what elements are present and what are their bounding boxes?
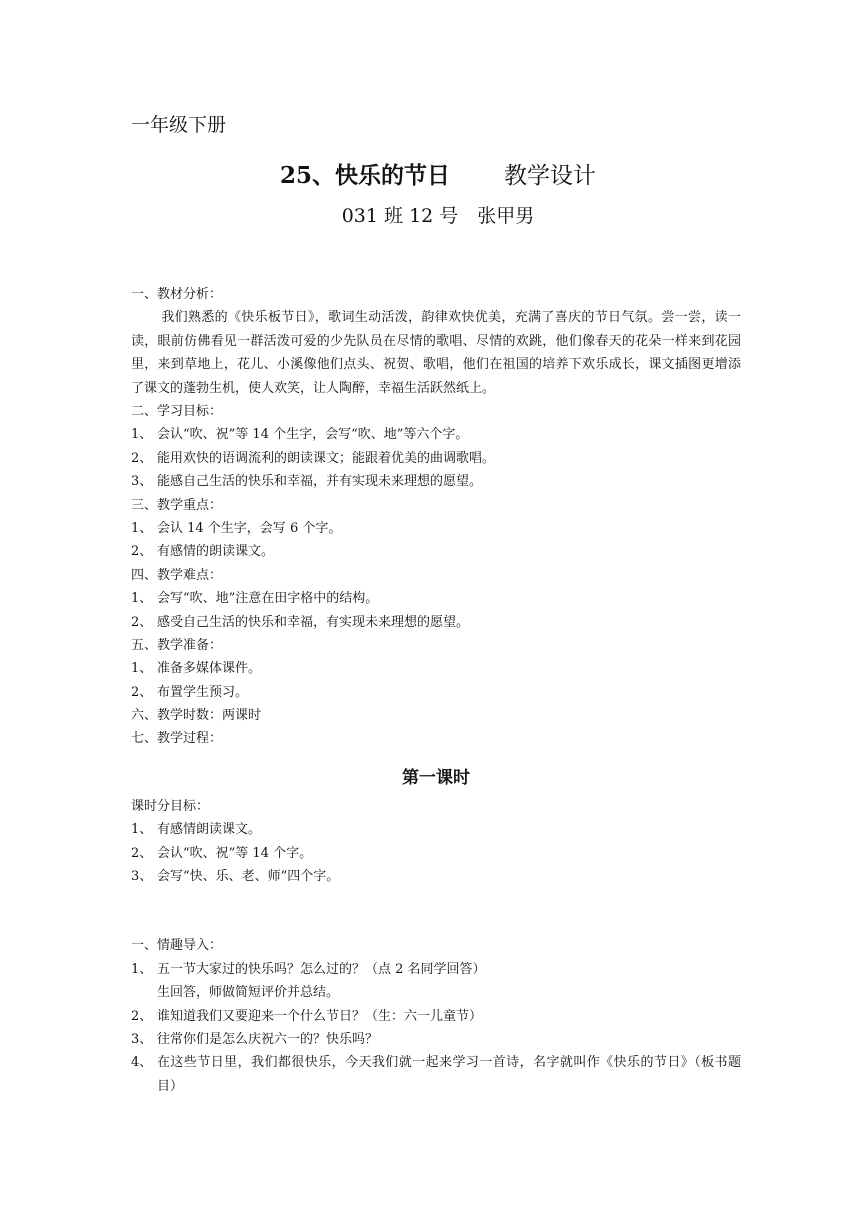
- list-item: 1、 有感情朗读课文。: [131, 822, 262, 838]
- list-item: 3、 能感自己生活的快乐和幸福，并有实现未来理想的愿望。: [131, 474, 483, 490]
- blank-space: [131, 888, 741, 934]
- list-item: 3、 往常你们是怎么庆祝六一的？快乐吗？: [131, 1032, 379, 1047]
- author-line: 031 班 12 号 张甲男: [341, 205, 535, 227]
- section-heading-preparation: 五、教学准备：: [131, 637, 223, 653]
- document-body: [131, 283, 741, 1098]
- list-item: 1、 会认 14 个生字，会写 6 个字。: [131, 520, 342, 536]
- list-item: 2、 布置学生预习。: [131, 684, 249, 700]
- document-title: [131, 158, 741, 194]
- analysis-text: 我们熟悉的《快乐板节日》，歌词生动活泼，韵律欢快优美，充满了喜庆的节日气氛。尝一尝，读一读，眼前仿佛看见一群活泼可爱的少先队员在尽情的歌唱、尽情的欢跳，他们像春天的花朵一样来到花园里，来到草地上，花儿、小溪像他们点头、祝贺、歌唱，他们在祖国的培养下欢乐成长，课文插图更增添了课文的蓬勃生机，使人欢笑，让人陶醉，幸福生活跃然纸上。: [131, 310, 741, 396]
- title-suffix: 教学设计: [504, 163, 596, 189]
- section-heading-process: 七、教学过程：: [131, 731, 223, 747]
- list-item: 生回答，师做简短评价并总结。: [157, 985, 340, 1001]
- section-heading-hours: 六、教学时数：两课时: [131, 708, 262, 724]
- list-item: 2、 会认“吹、祝”等 14 个字。: [131, 845, 313, 861]
- list-item: 3、 会写“快、乐、老、师”四个字。: [131, 869, 340, 885]
- lesson-title: 25、快乐的节日: [279, 162, 450, 189]
- lesson-goals-heading: 课时分目标：: [131, 798, 210, 814]
- section-heading-key-points: 三、教学重点：: [131, 497, 223, 513]
- list-item: 1、 会认“吹、祝”等 14 个生字，会写“吹、地”等六个字。: [131, 427, 469, 443]
- analysis-paragraph: [131, 306, 741, 400]
- section-heading-analysis: 一、教材分析：: [131, 287, 223, 302]
- list-item: 4、 在这些节日里，我们都很快乐，今天我们就一起来学习一首诗，名字就叫作《快乐的节日》（板书题目）: [131, 1055, 741, 1094]
- lesson-one-title: 第一课时: [402, 767, 470, 788]
- grade-label: 一年级下册: [131, 114, 227, 136]
- list-item: 1、 准备多媒体课件。: [131, 661, 262, 677]
- list-item: 2、 感受自己生活的快乐和幸福，有实现未来理想的愿望。: [131, 614, 470, 630]
- list-item: 1、 五一节大家过的快乐吗？怎么过的？（点 2 名同学回答）: [131, 961, 486, 977]
- list-item: 2、 有感情的朗读课文。: [131, 544, 275, 560]
- section-heading-difficulties: 四、教学难点：: [131, 567, 223, 583]
- list-item: 2、 谁知道我们又要迎来一个什么节日？（生：六一儿童节）: [131, 1008, 483, 1024]
- intro-heading: 一、情趣导入：: [131, 938, 223, 954]
- list-item: 2、 能用欢快的语调流利的朗读课文；能跟着优美的曲调歌唱。: [131, 450, 496, 466]
- section-heading-goals: 二、学习目标：: [131, 404, 223, 420]
- list-item: 1、 会写“吹、地”注意在田字格中的结构。: [131, 591, 379, 607]
- document-page: [131, 110, 741, 1098]
